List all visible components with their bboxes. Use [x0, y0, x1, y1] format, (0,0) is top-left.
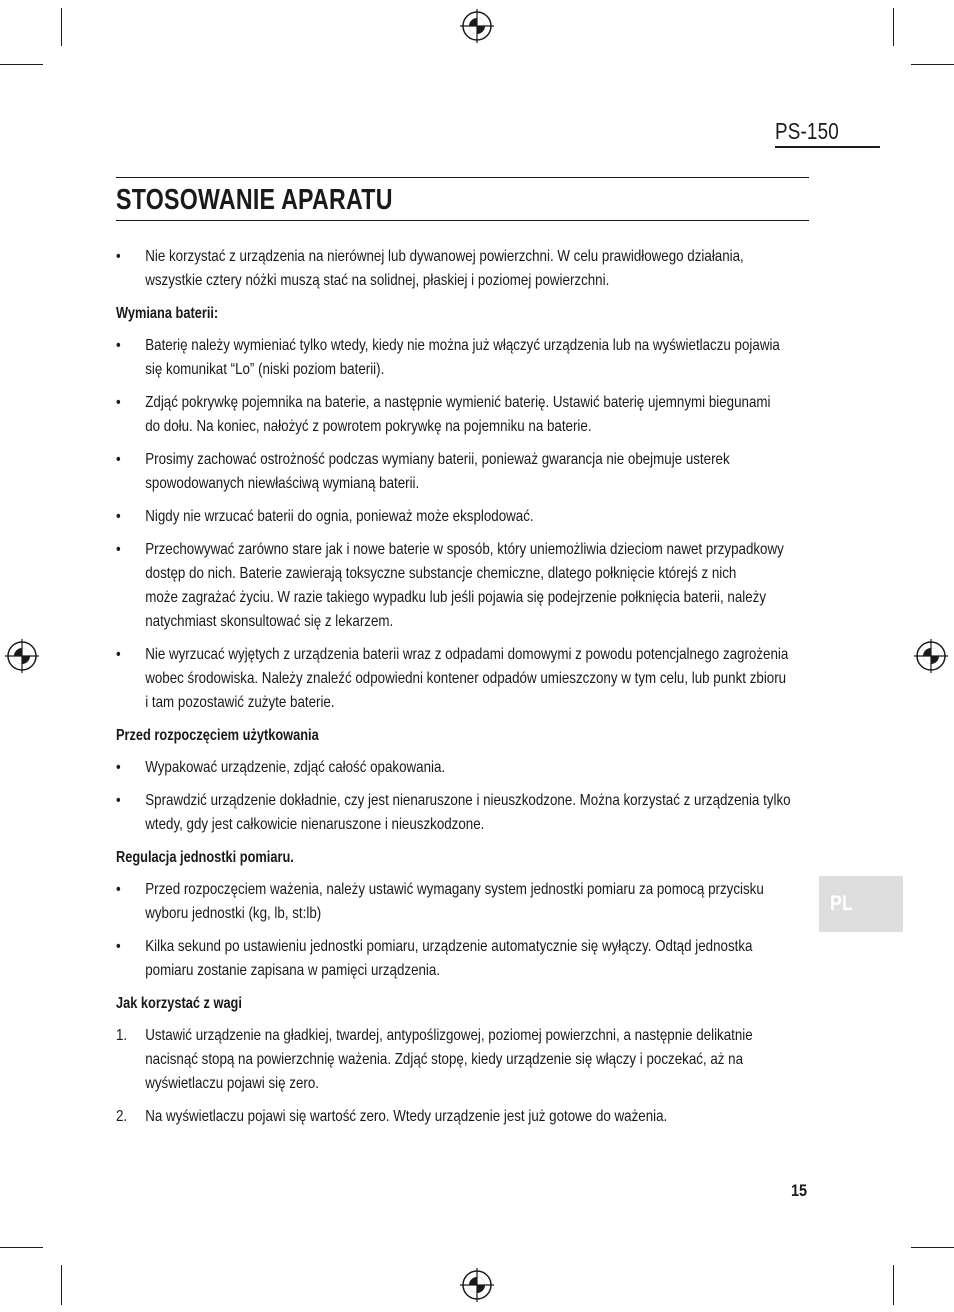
registration-mark-icon — [460, 1268, 494, 1302]
bullet-marker: • — [116, 337, 121, 354]
title-bar — [116, 177, 809, 221]
number-marker: 2. — [116, 1108, 128, 1125]
bullet-marker: • — [116, 792, 121, 809]
text-line: Zdjąć pokrywkę pojemnika na baterie, a następnie wymienić baterię. Ustawić baterię ujemnymi biegunami — [145, 394, 771, 411]
text-line: Prosimy zachować ostrożność podczas wymiany baterii, ponieważ gwarancja nie obejmuje usterek — [145, 451, 730, 468]
list-item — [116, 1105, 838, 1129]
bullet-marker: • — [116, 248, 121, 265]
text-line: Kilka sekund po ustawieniu jednostki pomiaru, urządzenie automatycznie się wyłączy. Odtąd jednostka — [145, 938, 753, 955]
text-line: wyboru jednostki (kg, lb, st:lb) — [145, 905, 322, 922]
section-heading: Regulacja jednostki pomiaru. — [116, 849, 294, 866]
text-line: Ustawić urządzenie na gładkiej, twardej, antypoślizgowej, poziomej powierzchni, a następnie delikatnie — [145, 1027, 753, 1044]
list-item — [116, 505, 838, 529]
list-item — [116, 245, 838, 293]
bullet-marker: • — [116, 646, 121, 663]
text-line: Nigdy nie wrzucać baterii do ognia, ponieważ może eksplodować. — [145, 508, 534, 525]
section-heading: Przed rozpoczęciem użytkowania — [116, 727, 319, 744]
bullet-marker: • — [116, 541, 121, 558]
bullet-marker: • — [116, 394, 121, 411]
text-line: wobec środowiska. Należy znaleźć odpowiedni kontener odpadów umieszczony w tym celu, lub punkt zbioru — [145, 670, 787, 687]
language-label: PL — [830, 892, 853, 915]
bullet-marker: • — [116, 451, 121, 468]
list-item — [116, 789, 838, 837]
registration-mark-icon — [460, 9, 494, 43]
list-item — [116, 391, 838, 439]
text-line: wtedy, gdy jest całkowicie nienaruszone i nieuszkodzone. — [145, 816, 485, 833]
bullet-marker: • — [116, 759, 121, 776]
crop-mark — [911, 64, 954, 65]
text-line: do dołu. Na koniec, nałożyć z powrotem pokrywkę na pojemniku na baterie. — [145, 418, 592, 435]
crop-mark — [911, 1247, 954, 1248]
sections — [116, 302, 954, 1129]
list-item — [116, 935, 838, 983]
number-marker: 1. — [116, 1027, 128, 1044]
text-line: Na wyświetlaczu pojawi się wartość zero. Wtedy urządzenie jest już gotowe do ważenia. — [145, 1108, 668, 1125]
text-line: może zagrażać życiu. W razie takiego wypadku lub jeśli pojawia się podejrzenie połknięcia baterii, należy — [145, 589, 767, 606]
list-item — [116, 878, 838, 926]
list-item — [116, 538, 838, 634]
text-line: Nie korzystać z urządzenia na nierównej lub dywanowej powierzchni. W celu prawidłowego działania, — [145, 248, 744, 265]
text-line: natychmiast skonsultować się z lekarzem. — [145, 613, 394, 630]
list-item — [116, 1024, 838, 1096]
main-content — [116, 245, 954, 1138]
page-number: 15 — [791, 1181, 808, 1200]
section-heading: Wymiana baterii: — [116, 305, 219, 322]
crop-mark — [61, 1265, 62, 1305]
text-line: Przed rozpoczęciem ważenia, należy ustawić wymagany system jednostki pomiaru za pomocą przycisku — [145, 881, 764, 898]
text-line: Wypakować urządzenie, zdjąć całość opakowania. — [145, 759, 446, 776]
page-title: STOSOWANIE APARATU — [116, 184, 393, 216]
text-line: dostęp do nich. Baterie zawierają toksyczne substancje chemiczne, dlatego połknięcie którejś z nich — [145, 565, 737, 582]
text-line: Nie wyrzucać wyjętych z urządzenia baterii wraz z odpadami domowymi z powodu potencjalnego zagrożenia — [145, 646, 789, 663]
bullet-marker: • — [116, 938, 121, 955]
text-line: wyświetlaczu pojawi się zero. — [145, 1075, 319, 1092]
bullet-marker: • — [116, 508, 121, 525]
text-line: spowodowanych niewłaściwą wymianą baterii. — [145, 475, 420, 492]
language-tab — [819, 876, 903, 932]
list-item — [116, 334, 838, 382]
text-line: pomiaru zostanie zapisana w pamięci urządzenia. — [145, 962, 441, 979]
registration-mark-icon — [5, 639, 39, 673]
crop-mark — [893, 8, 894, 46]
list-item — [116, 756, 838, 780]
model-label: PS-150 — [775, 117, 880, 148]
crop-mark — [61, 8, 62, 46]
list-item — [116, 643, 838, 715]
crop-mark — [0, 64, 43, 65]
text-line: się komunikat “Lo” (niski poziom baterii). — [145, 361, 385, 378]
text-line: wszystkie cztery nóżki muszą stać na solidnej, płaskiej i poziomej powierzchni. — [145, 272, 610, 289]
text-line: Przechowywać zarówno stare jak i nowe baterie w sposób, który uniemożliwia dzieciom nawet przypadkowy — [145, 541, 784, 558]
section-heading: Jak korzystać z wagi — [116, 995, 242, 1012]
text-line: Sprawdzić urządzenie dokładnie, czy jest nienaruszone i nieuszkodzone. Można korzystać z urządzenia tylko — [145, 792, 791, 809]
list-item — [116, 448, 838, 496]
text-line: nacisnąć stopą na powierzchnię ważenia. Zdjąć stopę, kiedy urządzenie się włączy i poczekać, aż na — [145, 1051, 744, 1068]
crop-mark — [0, 1247, 43, 1248]
crop-mark — [893, 1265, 894, 1305]
text-line: Baterię należy wymieniać tylko wtedy, kiedy nie można już włączyć urządzenia lub na wyświetlaczu pojawia — [145, 337, 780, 354]
bullet-marker: • — [116, 881, 121, 898]
text-line: i tam pozostawić zużyte baterie. — [145, 694, 335, 711]
